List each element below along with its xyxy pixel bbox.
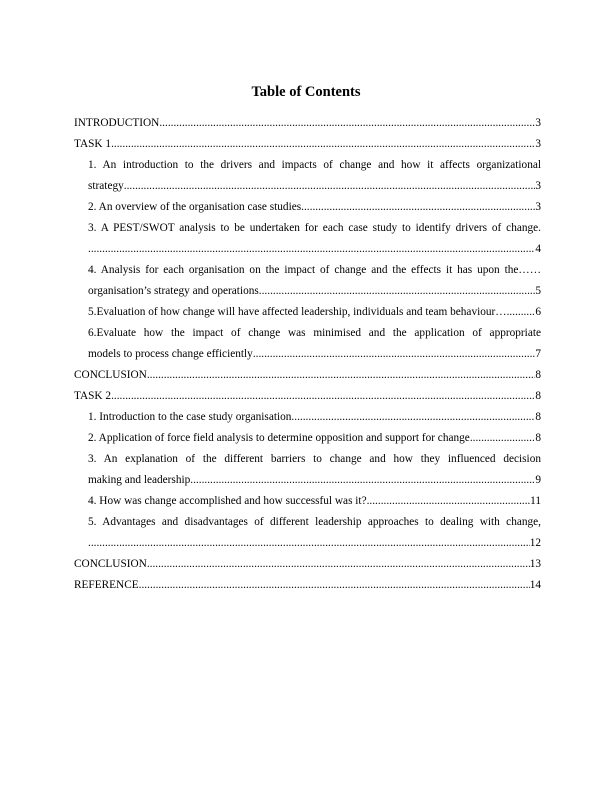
toc-entry[interactable] <box>88 323 541 365</box>
toc-page-number: 3 <box>535 180 541 192</box>
toc-page-number: 8 <box>535 411 541 423</box>
toc-entry-text: TASK 2 <box>74 390 112 402</box>
toc-entry-text: 4. Analysis for each organisation on the impact of change and the effects it has upon the…… <box>88 264 541 276</box>
toc-entry[interactable] <box>88 512 541 554</box>
toc-entry[interactable] <box>88 491 541 512</box>
toc-entry[interactable] <box>88 302 541 323</box>
toc-page-number: 14 <box>529 579 541 591</box>
toc-entry-text: 2. An overview of the organisation case studies <box>88 201 302 213</box>
toc-page-number: 8 <box>535 432 541 444</box>
toc-entry[interactable] <box>88 407 541 428</box>
toc-entry-text: 1. An introduction to the drivers and impacts of change and how it affects organizational <box>88 159 541 171</box>
toc-entry[interactable] <box>74 575 541 596</box>
toc-entry-text: 3. An explanation of the different barriers to change and how they influenced decision <box>88 453 541 465</box>
toc-entry-text: strategy <box>88 180 124 192</box>
toc-entry[interactable] <box>88 218 541 260</box>
toc-entry-text: REFERENCE <box>74 579 139 591</box>
dot-leader <box>301 197 535 218</box>
dot-leader <box>88 533 530 554</box>
toc-entry[interactable] <box>88 449 541 491</box>
toc-entry-text: 4. How was change accomplished and how successful was it? <box>88 495 367 507</box>
toc-entry[interactable] <box>88 155 541 197</box>
toc-entry-text: making and leadership <box>88 474 191 486</box>
dot-leader <box>190 470 535 491</box>
toc-page-number: 3 <box>535 117 541 129</box>
toc-entry-text: models to process change efficiently <box>88 348 253 360</box>
dot-leader <box>159 113 535 134</box>
toc-entry-text: CONCLUSION <box>74 558 147 570</box>
toc-entry-text: TASK 1 <box>74 138 112 150</box>
toc-entry-text: 2. Application of force field analysis to determine opposition and support for change <box>88 432 470 444</box>
toc-page-number: 12 <box>529 537 541 549</box>
toc-entry[interactable] <box>88 428 541 449</box>
toc-title: Table of Contents <box>251 84 361 100</box>
toc-entry-text: 6.Evaluate how the impact of change was minimised and the application of appropriate <box>88 327 541 339</box>
dot-leader <box>139 575 530 596</box>
dot-leader <box>367 491 531 512</box>
toc-page-number: 9 <box>535 474 541 486</box>
toc-entry-text: INTRODUCTION <box>74 117 160 129</box>
toc-page-number: 13 <box>529 558 541 570</box>
toc-page-number: 6 <box>535 306 541 318</box>
toc-list <box>74 113 541 596</box>
toc-page-number: 5 <box>535 285 541 297</box>
dot-leader <box>147 554 530 575</box>
dot-leader <box>253 344 536 365</box>
toc-page-number: 8 <box>535 369 541 381</box>
toc-entry[interactable] <box>74 113 541 134</box>
toc-page-number: 4 <box>535 243 541 255</box>
toc-page-number: 8 <box>535 390 541 402</box>
toc-entry[interactable] <box>74 134 541 155</box>
dot-leader <box>259 281 536 302</box>
toc-page-number: 3 <box>535 201 541 213</box>
dot-leader <box>111 134 535 155</box>
dot-leader <box>147 365 536 386</box>
toc-entry[interactable] <box>74 386 541 407</box>
toc-entry-text: 3. A PEST/SWOT analysis to be undertaken for each case study to identify drivers of change. <box>88 222 541 234</box>
toc-entry[interactable] <box>74 554 541 575</box>
toc-page-number: 3 <box>535 138 541 150</box>
toc-entry[interactable] <box>88 260 541 302</box>
dot-leader <box>507 302 536 323</box>
toc-entry-text: CONCLUSION <box>74 369 147 381</box>
dot-leader <box>111 386 535 407</box>
toc-entry-text: 5.Evaluation of how change will have affected leadership, individuals and team behaviour… <box>88 306 507 318</box>
toc-page-number: 11 <box>530 495 541 507</box>
dot-leader <box>88 239 535 260</box>
dot-leader <box>291 407 535 428</box>
toc-entry-text: 5. Advantages and disadvantages of different leadership approaches to dealing with change, <box>88 516 541 528</box>
toc-entry[interactable] <box>74 365 541 386</box>
dot-leader <box>470 428 536 449</box>
toc-page-number: 7 <box>535 348 541 360</box>
dot-leader <box>124 176 536 197</box>
toc-entry-text: organisation’s strategy and operations <box>88 285 259 297</box>
toc-entry[interactable] <box>88 197 541 218</box>
toc-entry-text: 1. Introduction to the case study organisation <box>88 411 292 423</box>
